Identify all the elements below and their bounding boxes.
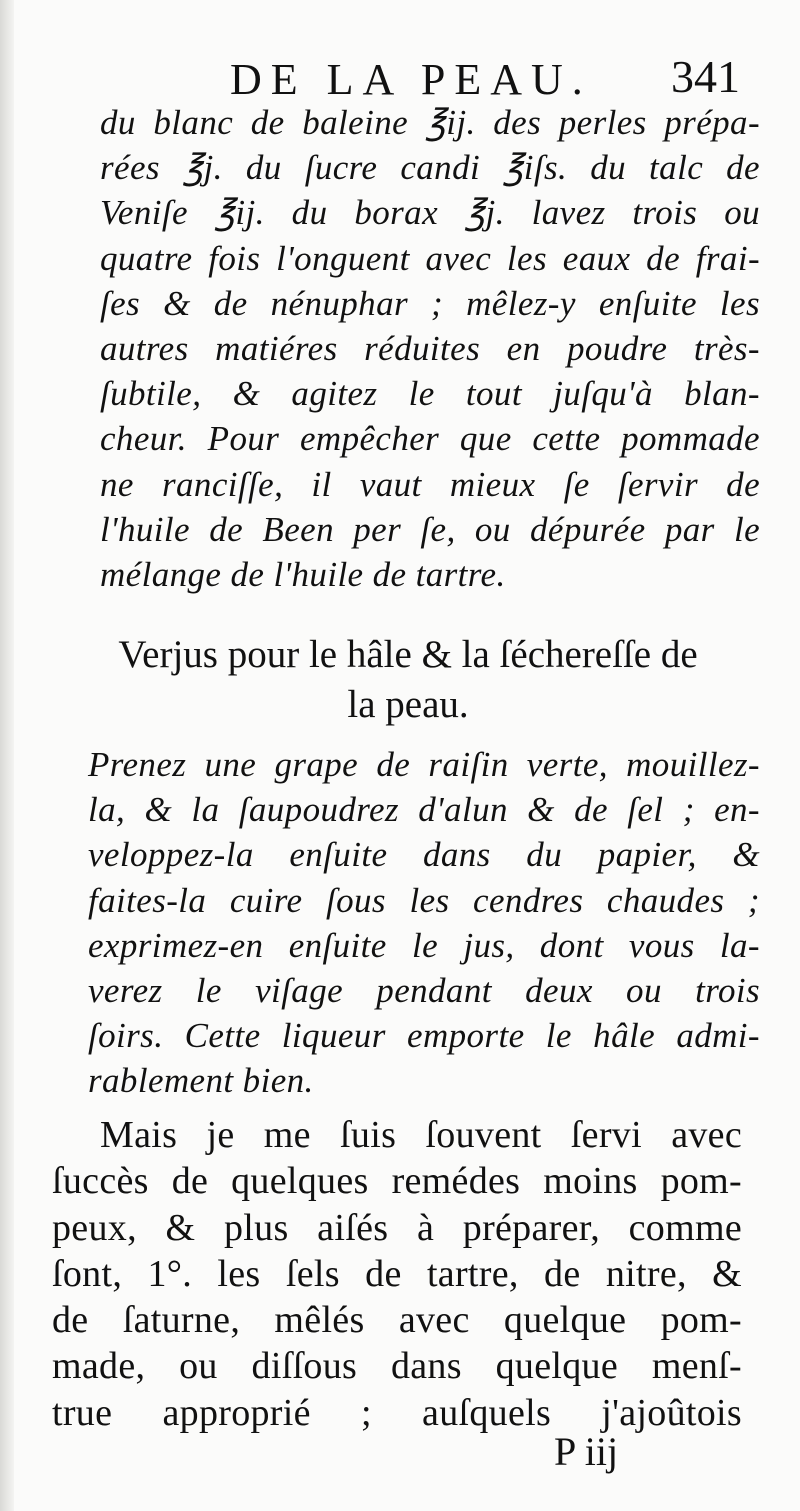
signature-mark: P iij xyxy=(554,1429,619,1474)
paragraph-verjus-recipe xyxy=(88,742,760,1104)
section-heading-line: la peau. xyxy=(347,683,469,726)
text-line: mélange de l'huile de tartre. xyxy=(100,555,506,595)
text-line: rablement bien. xyxy=(88,1061,314,1101)
page-gutter-shadow xyxy=(0,0,14,1511)
text-line: du blanc de baleine ℥ij. des perles prépa- xyxy=(100,103,760,142)
text-line: ne ranciſſe, il vaut mieux ſe ſervir de xyxy=(100,464,760,504)
text-line: peux, & plus aiſés à préparer, comme xyxy=(52,1206,742,1249)
text-line: ſubtile, & agitez le tout juſqu'à blan- xyxy=(100,374,760,414)
text-line: Veniſe ℥ij. du borax ℥j. lavez trois ou xyxy=(100,193,760,233)
text-line: veloppez-la enſuite dans du papier, & xyxy=(88,835,760,875)
text-line: de ſaturne, mêlés avec quelque pom- xyxy=(52,1299,742,1342)
text-line: quatre fois l'onguent avec les eaux de frai- xyxy=(100,238,760,278)
text-line: ſuccès de quelques remédes moins pom- xyxy=(52,1160,742,1203)
text-line: true approprié ; auſquels j'ajoûtois xyxy=(52,1391,742,1434)
text-line: Mais je me ſuis ſouvent ſervi avec xyxy=(100,1114,742,1156)
text-line: cheur. Pour empêcher que cette pommade xyxy=(100,419,760,459)
paragraph-remedies xyxy=(52,1112,742,1436)
text-line: faites-la cuire ſous les cendres chaudes ; xyxy=(88,880,760,920)
text-line: Prenez une grape de raiſin verte, mouillez- xyxy=(88,745,760,784)
text-line: rées ℥j. du ſucre candi ℥iſs. du talc de xyxy=(100,148,760,188)
text-line: autres matiéres réduites en poudre très- xyxy=(100,329,760,369)
page-number: 341 xyxy=(671,51,740,102)
text-line: exprimez-en enſuite le jus, dont vous la- xyxy=(88,925,760,965)
paragraph-recipe-continuation xyxy=(100,100,760,597)
section-heading-line: Verjus pour le hâle & la ſécherеſſe de xyxy=(118,633,698,676)
text-line: ſes & de nénuphar ; mêlez-y enſuite les xyxy=(100,283,760,323)
text-line: l'huile de Been per ſe, ou dépurée par le xyxy=(100,509,760,549)
page-header xyxy=(0,48,800,108)
running-head: DE LA PEAU. xyxy=(230,55,592,104)
section-heading xyxy=(58,630,758,730)
text-line: la, & la ſaupoudrez d'alun & de ſel ; en- xyxy=(88,790,760,830)
text-line: verez le viſage pendant deux ou trois xyxy=(88,971,760,1011)
text-line: ſoirs. Cette liqueur emporte le hâle admi- xyxy=(88,1016,760,1056)
text-line: ſont, 1°. les ſels de tartre, de nitre, & xyxy=(52,1252,742,1295)
text-line: made, ou diſſous dans quelque menſ- xyxy=(52,1345,742,1388)
